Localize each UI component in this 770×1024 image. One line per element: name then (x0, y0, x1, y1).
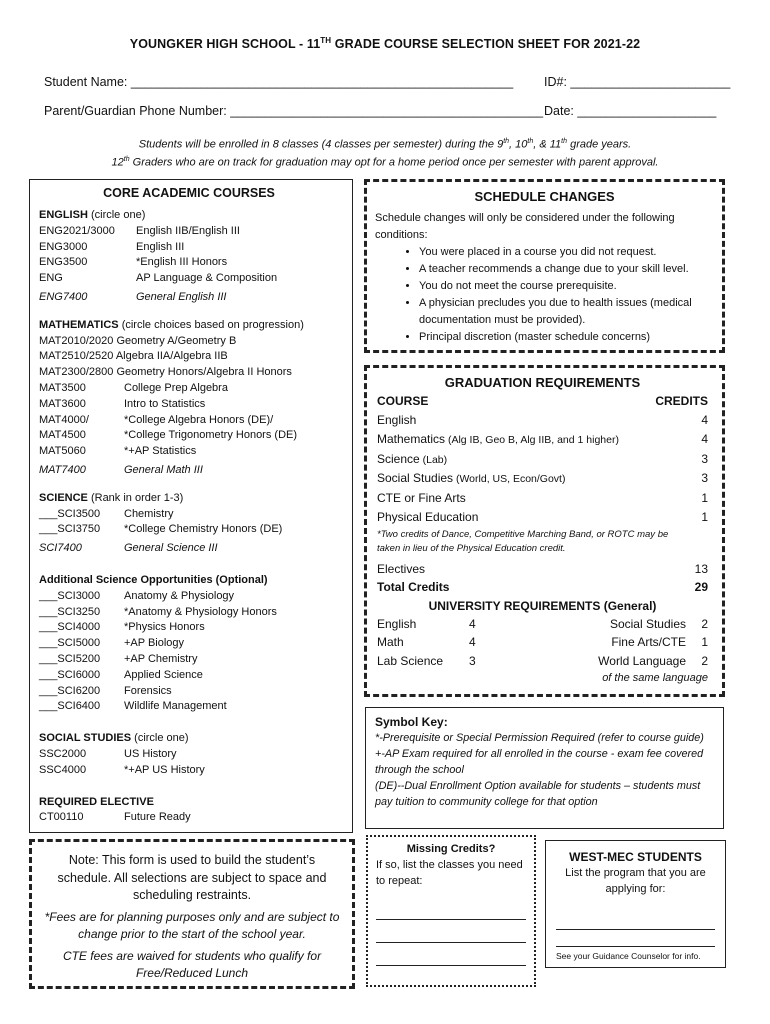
course-row[interactable]: ___SCI4000 *Physics Honors (39, 621, 205, 634)
core-heading: CORE ACADEMIC COURSES (103, 186, 275, 200)
course-row[interactable]: ___SCI3500 Chemistry (39, 507, 174, 520)
symbol-key-line: +-AP Exam required for all enrolled in the course - exam fee covered through the school (375, 748, 704, 776)
course-row[interactable]: ENG AP Language & Composition (39, 272, 278, 285)
schedule-item: • You were placed in a course you did not request. (419, 244, 714, 261)
graduation-row: CTE or Fine Arts 1 (377, 490, 708, 505)
course-row[interactable]: ___SCI3250 *Anatomy & Physiology Honors (39, 605, 277, 618)
schedule-item: • A teacher recommends a change due to your skill level. (419, 261, 714, 278)
schedule-changes-box (364, 179, 725, 353)
graduation-row: Mathematics (Alg IB, Geo B, Alg IIB, and 1 higher) 4 (377, 432, 708, 446)
additional-science-label: Additional Science Opportunities (Optional) (39, 573, 268, 586)
course-row-general[interactable]: ENG7400 General English III (39, 290, 227, 303)
west-mec-text: List the program that you are applying for: (565, 867, 706, 895)
parent-phone-field[interactable]: Parent/Guardian Phone Number: _____________________________________________ (44, 104, 544, 118)
math-label: MATHEMATICS (circle choices based on progression) (39, 318, 304, 331)
course-row[interactable]: ___SCI5200 +AP Chemistry (39, 652, 198, 665)
core-courses-box (29, 179, 353, 833)
west-mec-heading: WEST-MEC STUDENTS (569, 850, 702, 864)
note-box (29, 839, 355, 989)
counselor-note: See your Guidance Counselor for info. (556, 951, 701, 961)
graduation-row: Social Studies (World, US, Econ/Govt) 3 (377, 471, 708, 485)
symbol-key-line: *-Prerequisite or Special Permission Required (refer to course guide) (375, 732, 704, 744)
id-field[interactable]: ID#: _______________________ (544, 75, 731, 89)
university-row: Lab Science 3 (377, 653, 476, 668)
pe-credit-note: *Two credits of Dance, Competitive Marching Band, or ROTC may be taken in lieu of the Physical Education credit. (377, 528, 669, 554)
course-row[interactable]: ___SCI6000 Applied Science (39, 668, 203, 681)
required-elective-label: REQUIRED ELECTIVE (39, 795, 154, 808)
course-row-general[interactable]: MAT7400 General Math III (39, 463, 203, 476)
course-row[interactable]: ___SCI3000 Anatomy & Physiology (39, 589, 235, 602)
total-credits-row: Total Credits 29 (377, 580, 708, 594)
missing-credits-heading: Missing Credits? (406, 843, 496, 855)
course-row[interactable]: ___SCI5000 +AP Biology (39, 637, 185, 650)
graduation-heading: GRADUATION REQUIREMENTS (444, 375, 641, 390)
missing-credits-text: If so, list the classes you need to repeat: (376, 859, 523, 887)
fees-note: *Fees are for planning purposes only and are subject to change prior to the start of the school year. (44, 909, 340, 941)
course-row[interactable]: MAT2010/2020 Geometry A/Geometry B (39, 334, 237, 347)
course-row[interactable]: MAT4500 *College Trigonometry Honors (DE) (39, 429, 298, 442)
program-line[interactable] (556, 946, 715, 947)
course-row[interactable]: MAT2510/2520 Algebra IIA/Algebra IIB (39, 350, 228, 363)
student-name-field[interactable]: Student Name: _______________________________________________________ (44, 75, 514, 89)
university-row: World Language 2 (598, 653, 708, 668)
schedule-item: • A physician precludes you due to health issues (medical documentation must be provided). (419, 295, 714, 329)
course-row[interactable]: SSC2000 US History (39, 747, 177, 760)
schedule-item: • Principal discretion (master schedule concerns) (419, 329, 714, 346)
course-row[interactable]: ___SCI6400 Wildlife Management (39, 700, 227, 713)
symbol-key-heading: Symbol Key: (375, 715, 448, 729)
course-row[interactable]: MAT3500 College Prep Algebra (39, 381, 228, 394)
repeat-class-line[interactable] (376, 965, 526, 966)
language-note: of the same language (602, 672, 708, 684)
repeat-class-line[interactable] (376, 942, 526, 943)
symbol-key-line: (DE)--Dual Enrollment Option available for students – students must pay tuition to community college for that option (375, 780, 701, 808)
university-heading: UNIVERSITY REQUIREMENTS (General) (428, 598, 657, 613)
graduation-row: Science (Lab) 3 (377, 451, 708, 466)
note-text: Note: This form is used to build the student’s schedule. All selections are subject to space and scheduling restraints. (57, 853, 327, 902)
course-row[interactable]: ___SCI3750 *College Chemistry Honors (DE) (39, 523, 283, 536)
schedule-heading: SCHEDULE CHANGES (474, 189, 615, 204)
cte-fees-note: CTE fees are waived for students who qualify for Free/Reduced Lunch (62, 948, 322, 980)
course-row[interactable]: ENG3000 English III (39, 240, 185, 253)
schedule-intro: Schedule changes will only be considered under the following conditions: (375, 212, 675, 241)
graduation-column-headers: COURSE CREDITS (377, 394, 708, 408)
course-row[interactable]: ___SCI6200 Forensics (39, 684, 172, 697)
schedule-item: • You do not meet the course prerequisite. (419, 278, 714, 295)
west-mec-box (545, 840, 726, 968)
course-row[interactable]: SSC4000 *+AP US History (39, 763, 205, 776)
graduation-row: English 4 (377, 412, 708, 427)
missing-credits-box (366, 835, 536, 987)
course-row[interactable]: MAT5060 *+AP Statistics (39, 445, 197, 458)
date-field[interactable]: Date: ____________________ (544, 104, 717, 118)
university-row: Social Studies 2 (609, 616, 708, 631)
graduation-row: Physical Education 1 (377, 510, 708, 524)
intro-line-1: Students will be enrolled in 8 classes (4 classes per semester) during the 9th, 10th, & 11th grade years. (138, 138, 632, 151)
course-row[interactable]: MAT4000/ *College Algebra Honors (DE)/ (39, 413, 274, 426)
intro-line-2: 12th Graders who are on track for graduation may opt for a home period once per semester with parent approval. (111, 156, 659, 169)
english-label: ENGLISH (circle one) (39, 209, 146, 221)
course-row[interactable]: CT00110 Future Ready (39, 811, 191, 824)
symbol-key-box (365, 707, 724, 829)
science-label: SCIENCE (Rank in order 1-3) (39, 491, 184, 504)
course-row[interactable]: ENG3500 *English III Honors (39, 256, 228, 269)
course-row-general[interactable]: SCI7400 General Science III (39, 542, 218, 555)
page-title: YOUNGKER HIGH SCHOOL - 11TH GRADE COURSE SELECTION SHEET FOR 2021-22 (129, 36, 641, 52)
university-row: Fine Arts/CTE 1 (611, 635, 708, 649)
electives-row: Electives 13 (377, 561, 708, 576)
graduation-requirements-box (364, 365, 725, 697)
course-row[interactable]: MAT2300/2800 Geometry Honors/Algebra II Honors (39, 366, 292, 379)
university-row: Math 4 (377, 635, 476, 649)
repeat-class-line[interactable] (376, 919, 526, 920)
social-studies-label: SOCIAL STUDIES (circle one) (39, 732, 189, 745)
course-row[interactable]: MAT3600 Intro to Statistics (39, 397, 206, 410)
university-row: English 4 (377, 616, 476, 631)
course-row[interactable]: ENG2021/3000 English IIB/English III (39, 224, 240, 237)
program-line[interactable] (556, 929, 715, 930)
